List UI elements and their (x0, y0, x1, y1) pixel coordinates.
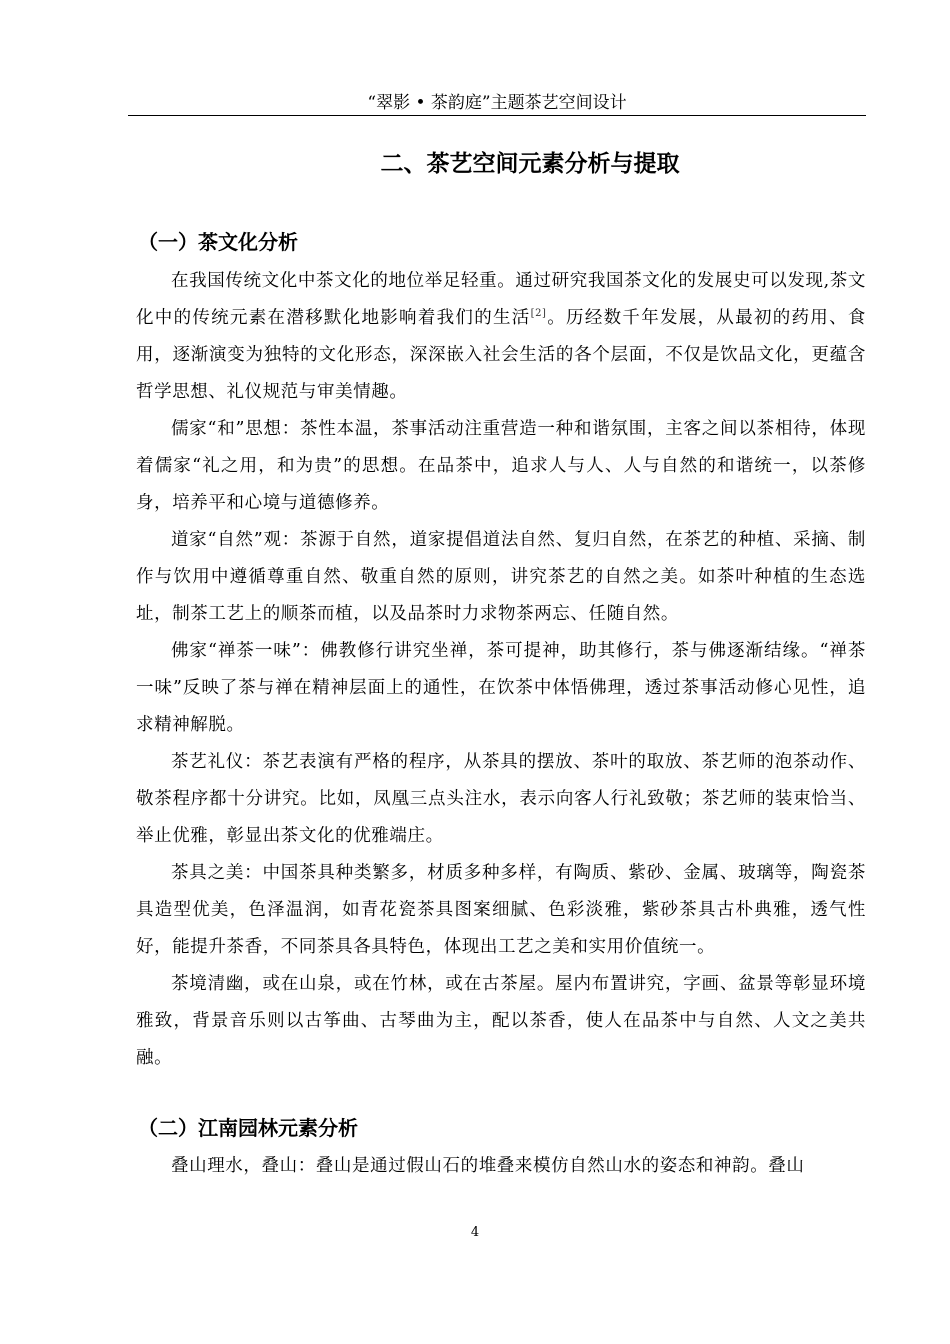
running-header: “翠影 • 茶韵庭”主题茶艺空间设计 (367, 93, 627, 113)
paragraph: 茶艺礼仪：茶艺表演有严格的程序，从茶具的摆放、茶叶的取放、茶艺师的泡茶动作、敬茶程序都十分讲究。比如，凤凰三点头注水，表示向客人行礼致敬；茶艺师的装束恰当、举止优雅，彰显出茶文化的优雅端庄。 (136, 752, 866, 846)
section-body-tea-culture (136, 263, 866, 1077)
paragraph: 茶具之美：中国茶具种类繁多，材质多种多样，有陶质、紫砂、金属、玻璃等，陶瓷茶具造型优美，色泽温润，如青花瓷茶具图案细腻、色彩淡雅，紫砂茶具古朴典雅，透气性好，能提升茶香，不同茶具各具特色，体现出工艺之美和实用价值统一。 (136, 863, 866, 957)
paragraph-text: 在我国传统文化中茶文化的地位举足轻重。通过研究我国茶文化的发展史可以发现,茶文化中的传统元素在潜移默化地影响着我们的生活 (136, 271, 866, 328)
chapter-title: 二、茶艺空间元素分析与提取 (380, 151, 680, 177)
page-number: 4 (470, 1225, 480, 1240)
section-title-jiangnan-garden: （二）江南园林元素分析 (138, 1116, 358, 1140)
section-title-tea-culture: （一）茶文化分析 (138, 230, 298, 254)
paragraph: 茶境清幽，或在山泉，或在竹林，或在古茶屋。屋内布置讲究，字画、盆景等彰显环境雅致，背景音乐则以古筝曲、古琴曲为主，配以茶香，使人在品茶中与自然、人文之美共融。 (136, 974, 866, 1068)
paragraph: 叠山理水，叠山：叠山是通过假山石的堆叠来模仿自然山水的姿态和神韵。叠山 (171, 1156, 805, 1176)
paragraph: 佛家“禅茶一味”：佛教修行讲究坐禅，茶可提神，助其修行，茶与佛逐渐结缘。“禅茶一味”反映了茶与禅在精神层面上的通性，在饮茶中体悟佛理，透过茶事活动修心见性，追求精神解脱。 (136, 641, 866, 735)
paragraph (136, 263, 866, 411)
paragraph-text: 。历经数千年发展，从最初的药用、食用，逐渐演变为独特的文化形态，深深嵌入社会生活的各个层面，不仅是饮品文化，更蕴含哲学思想、礼仪规范与审美情趣。 (136, 308, 866, 402)
paragraph: 道家“自然”观：茶源于自然，道家提倡道法自然、复归自然，在茶艺的种植、采摘、制作与饮用中遵循尊重自然、敬重自然的原则，讲究茶艺的自然之美。如茶叶种植的生态选址，制茶工艺上的顺茶而植，以及品茶时力求物茶两忘、任随自然。 (136, 530, 866, 624)
paragraph: 儒家“和”思想：茶性本温，茶事活动注重营造一种和谐氛围，主客之间以茶相待，体现着儒家“礼之用，和为贵”的思想。在品茶中，追求人与人、人与自然的和谐统一，以茶修身，培养平和心境与道德修养。 (136, 419, 866, 513)
header-rule (128, 115, 866, 116)
section-body-jiangnan-garden (136, 1148, 866, 1185)
citation-mark: [2] (530, 308, 547, 320)
